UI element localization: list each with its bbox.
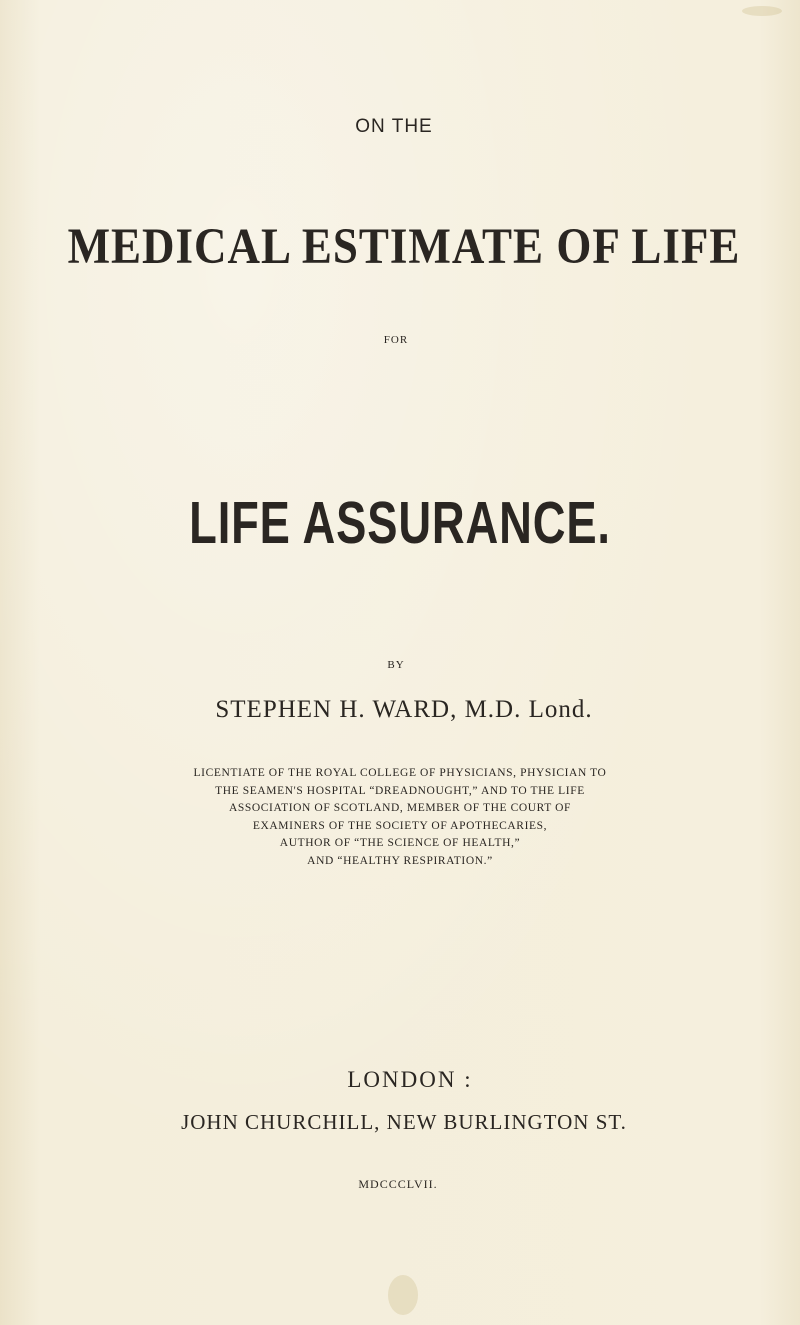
- credentials-line: AND “HEALTHY RESPIRATION.”: [307, 854, 493, 867]
- publisher: JOHN CHURCHILL, NEW BURLINGTON ST.: [181, 1110, 627, 1134]
- by-line: BY: [387, 659, 405, 671]
- main-title: MEDICAL ESTIMATE OF LIFE: [67, 218, 741, 274]
- credentials-line: LICENTIATE OF THE ROYAL COLLEGE OF PHYSICIANS, PHYSICIAN TO: [193, 767, 607, 779]
- credentials-line: EXAMINERS OF THE SOCIETY OF APOTHECARIES,: [252, 819, 548, 832]
- author-credentials: [0, 765, 800, 870]
- sub-title: LIFE ASSURANCE.: [189, 490, 611, 556]
- credentials-line: THE SEAMEN'S HOSPITAL “DREADNOUGHT,” AND TO THE LIFE: [215, 784, 585, 797]
- author-name: STEPHEN H. WARD, M.D. Lond.: [215, 696, 593, 723]
- publication-year: MDCCCLVII.: [358, 1177, 438, 1191]
- foxing-spot: [742, 6, 782, 16]
- credentials-line: AUTHOR OF “THE SCIENCE OF HEALTH,”: [279, 837, 521, 849]
- credentials-line: ASSOCIATION OF SCOTLAND, MEMBER OF THE COURT OF: [228, 802, 572, 814]
- imprint-city: LONDON :: [347, 1067, 473, 1092]
- foxing-spot: [388, 1275, 418, 1315]
- pre-title: ON THE: [355, 116, 433, 137]
- connector-word: FOR: [383, 334, 409, 346]
